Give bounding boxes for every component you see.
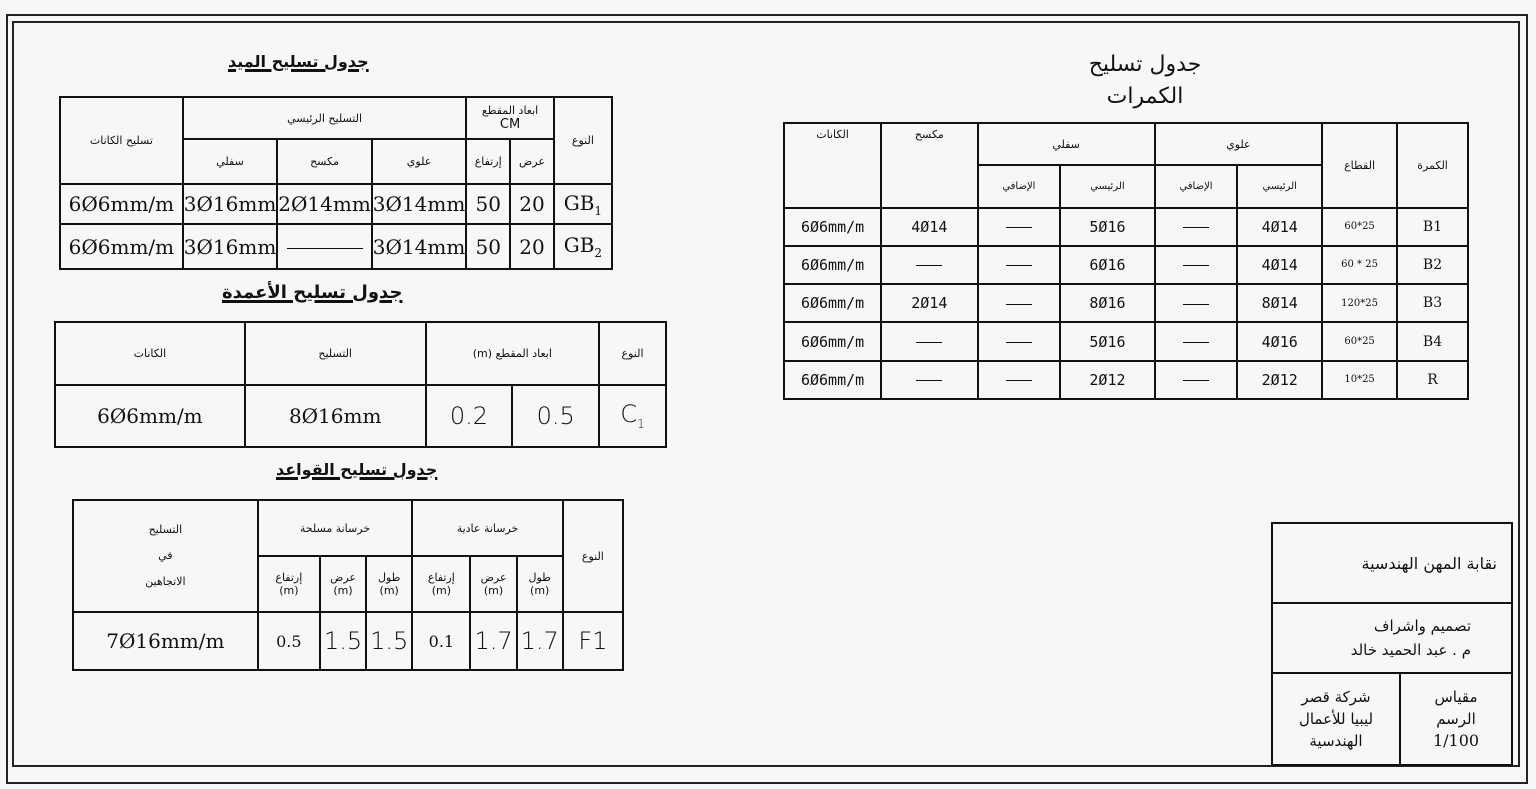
ft-cell-type: F1 — [563, 612, 623, 670]
gb-cell-top: 3Ø14mm — [372, 184, 467, 224]
gb-header-dims: ابعاد المقطع CM — [466, 97, 554, 139]
bm-cell-side — [881, 246, 977, 284]
bm-cell-section: 25 * 60 — [1322, 246, 1397, 284]
dash-line — [1006, 227, 1032, 228]
gb-cell-width: 20 — [510, 184, 554, 224]
ft-header-p-length: طول (m) — [517, 556, 563, 612]
ft-header-reinforced: خرسانة مسلحة — [258, 500, 413, 556]
gb-header-width: عرض — [510, 139, 554, 184]
dash-line — [1006, 304, 1032, 305]
col-cell-reinf: 8Ø16mm — [245, 385, 426, 448]
bm-cell-top-main: 4Ø16 — [1237, 322, 1322, 360]
bm-cell-top-extra — [1155, 322, 1238, 360]
ft-header-p-width: عرض (m) — [470, 556, 516, 612]
table-row — [784, 284, 1468, 322]
gb-header-type: النوع — [554, 97, 612, 184]
ft-cell-p-height: 0.1 — [412, 612, 470, 670]
ground-beams-title: جدول تسليح الميد — [228, 52, 369, 71]
dash-line — [916, 380, 942, 381]
dash-line — [1183, 265, 1209, 266]
table-row — [784, 361, 1468, 399]
bm-header-section: القطاع — [1322, 123, 1397, 208]
beams-title-line1: جدول تسليح — [1088, 52, 1202, 77]
bm-header-bottom: سفلي — [978, 123, 1155, 165]
gb-cell-height: 50 — [466, 184, 510, 224]
ft-cell-r-height: 0.5 — [258, 612, 320, 670]
bm-cell-beam: B2 — [1397, 246, 1468, 284]
tb-scale: مقياس الرسم 1/100 — [1400, 673, 1512, 765]
bm-cell-beam: R — [1397, 361, 1468, 399]
gb-cell-side-empty — [277, 224, 372, 269]
gb-cell-stirrups: 6Ø6mm/m — [60, 224, 183, 269]
bm-header-beam: الكمرة — [1397, 123, 1468, 208]
bm-cell-side — [881, 361, 977, 399]
bm-cell-top-extra — [1155, 246, 1238, 284]
footings-table — [72, 499, 624, 671]
columns-title: جدول تسليح الأعمدة — [222, 282, 403, 303]
bm-cell-bot-extra — [978, 322, 1061, 360]
footings-title: جدول تسليح القواعد — [276, 460, 438, 479]
gb-cell-height: 50 — [466, 224, 510, 269]
title-block — [1271, 522, 1513, 766]
gb-cell-top: 3Ø14mm — [372, 224, 467, 269]
tb-engineer: م . عبد الحميد خالد — [1350, 641, 1471, 659]
dash-line — [1006, 342, 1032, 343]
col-header-dims: ابعاد المقطع (m) — [426, 322, 600, 385]
col-cell-stirrups: 6Ø6mm/m — [55, 385, 245, 448]
dash-line — [1183, 304, 1209, 305]
bm-cell-stirrups: 6Ø6mm/m — [784, 208, 881, 246]
bm-cell-section: 25*10 — [1322, 361, 1397, 399]
bm-cell-stirrups: 6Ø6mm/m — [784, 322, 881, 360]
dash-line — [916, 265, 942, 266]
dash-line — [1183, 342, 1209, 343]
dash-line — [1006, 265, 1032, 266]
bm-cell-top-extra — [1155, 284, 1238, 322]
bm-header-top-extra: الإضافي — [1155, 165, 1238, 207]
dash-line — [1183, 380, 1209, 381]
gb-cell-type: $GB_2$ — [554, 224, 612, 269]
ft-cell-p-length: 1.7 — [517, 612, 563, 670]
bm-cell-bot-main: 5Ø16 — [1060, 322, 1154, 360]
tb-design-label: تصميم واشراف — [1373, 617, 1471, 635]
gb-cell-bottom: 3Ø16mm — [183, 224, 278, 269]
col-header-type: النوع — [599, 322, 666, 385]
bm-cell-side — [881, 322, 977, 360]
tb-company: شركة قصر ليبيا للأعمال الهندسية — [1272, 673, 1400, 765]
table-row — [60, 224, 612, 269]
bm-cell-stirrups: 6Ø6mm/m — [784, 246, 881, 284]
bm-cell-bot-main: 5Ø16 — [1060, 208, 1154, 246]
ft-header-type: النوع — [563, 500, 623, 612]
bm-cell-section: 25*60 — [1322, 208, 1397, 246]
dash-line — [916, 342, 942, 343]
bm-cell-bot-extra — [978, 208, 1061, 246]
ft-cell-r-length: 1.5 — [366, 612, 412, 670]
ft-cell-reinf: 7Ø16mm/m — [73, 612, 258, 670]
bm-cell-stirrups: 6Ø6mm/m — [784, 284, 881, 322]
bm-cell-bot-main: 8Ø16 — [1060, 284, 1154, 322]
bm-cell-beam: B1 — [1397, 208, 1468, 246]
ft-header-plain: خرسانة عادية — [412, 500, 563, 556]
bm-cell-top-main: 4Ø14 — [1237, 208, 1322, 246]
gb-cell-bottom: 3Ø16mm — [183, 184, 278, 224]
ft-cell-p-width: 1.7 — [470, 612, 516, 670]
bm-cell-side: 2Ø14 — [881, 284, 977, 322]
beams-table — [783, 122, 1469, 400]
gb-header-bottom: سفلي — [183, 139, 278, 184]
bm-cell-bot-extra — [978, 361, 1061, 399]
gb-cell-width: 20 — [510, 224, 554, 269]
bm-header-bot-main: الرئيسي — [1060, 165, 1154, 207]
bm-cell-top-extra — [1155, 208, 1238, 246]
dash-line — [287, 248, 363, 249]
bm-cell-beam: B4 — [1397, 322, 1468, 360]
gb-cell-type: $GB_1$ — [554, 184, 612, 224]
bm-cell-bot-extra — [978, 246, 1061, 284]
tb-design — [1272, 603, 1512, 673]
tb-org: نقابة المهن الهندسية — [1272, 523, 1512, 603]
columns-table — [54, 321, 667, 448]
gb-header-stirrups: تسليح الكانات — [60, 97, 183, 184]
bm-header-top-main: الرئيسي — [1237, 165, 1322, 207]
gb-header-top: علوي — [372, 139, 467, 184]
gb-cell-stirrups: 6Ø6mm/m — [60, 184, 183, 224]
gb-header-main: التسليح الرئيسي — [183, 97, 467, 139]
bm-cell-section: 25*120 — [1322, 284, 1397, 322]
gb-cell-side: 2Ø14mm — [277, 184, 372, 224]
bm-header-stirrups: الكانات — [784, 123, 881, 208]
dash-line — [1006, 380, 1032, 381]
bm-cell-section: 25*60 — [1322, 322, 1397, 360]
bm-header-top: علوي — [1155, 123, 1322, 165]
bm-cell-top-main: 2Ø12 — [1237, 361, 1322, 399]
table-row — [784, 208, 1468, 246]
col-cell-type: $C_1$ — [599, 385, 666, 448]
col-cell-dim1: 0.5 — [512, 385, 599, 448]
ft-header-r-length: طول (m) — [366, 556, 412, 612]
ground-beams-table — [59, 96, 613, 270]
bm-header-side: مكسح — [881, 123, 977, 208]
ft-header-r-width: عرض (m) — [320, 556, 366, 612]
col-header-stirrups: الكانات — [55, 322, 245, 385]
col-cell-dim2: 0.2 — [426, 385, 513, 448]
table-row — [60, 184, 612, 224]
bm-cell-side: 4Ø14 — [881, 208, 977, 246]
bm-cell-top-main: 4Ø14 — [1237, 246, 1322, 284]
ft-header-reinf: التسليح في الاتجاهين — [73, 500, 258, 612]
table-row — [73, 612, 623, 670]
beams-title-line2: الكمرات — [1106, 84, 1184, 109]
bm-cell-beam: B3 — [1397, 284, 1468, 322]
col-header-reinf: التسليح — [245, 322, 426, 385]
table-row — [784, 322, 1468, 360]
bm-cell-top-extra — [1155, 361, 1238, 399]
bm-cell-bot-extra — [978, 284, 1061, 322]
bm-cell-bot-main: 6Ø16 — [1060, 246, 1154, 284]
ft-cell-r-width: 1.5 — [320, 612, 366, 670]
gb-header-height: إرتفاع — [466, 139, 510, 184]
ft-header-r-height: إرتفاع (m) — [258, 556, 320, 612]
bm-header-bot-extra: الإضافي — [978, 165, 1061, 207]
gb-header-side: مكسح — [277, 139, 372, 184]
table-row — [55, 385, 666, 448]
bm-cell-stirrups: 6Ø6mm/m — [784, 361, 881, 399]
table-row — [784, 246, 1468, 284]
ft-header-p-height: إرتفاع (m) — [412, 556, 470, 612]
bm-cell-bot-main: 2Ø12 — [1060, 361, 1154, 399]
bm-cell-top-main: 8Ø14 — [1237, 284, 1322, 322]
dash-line — [1183, 227, 1209, 228]
